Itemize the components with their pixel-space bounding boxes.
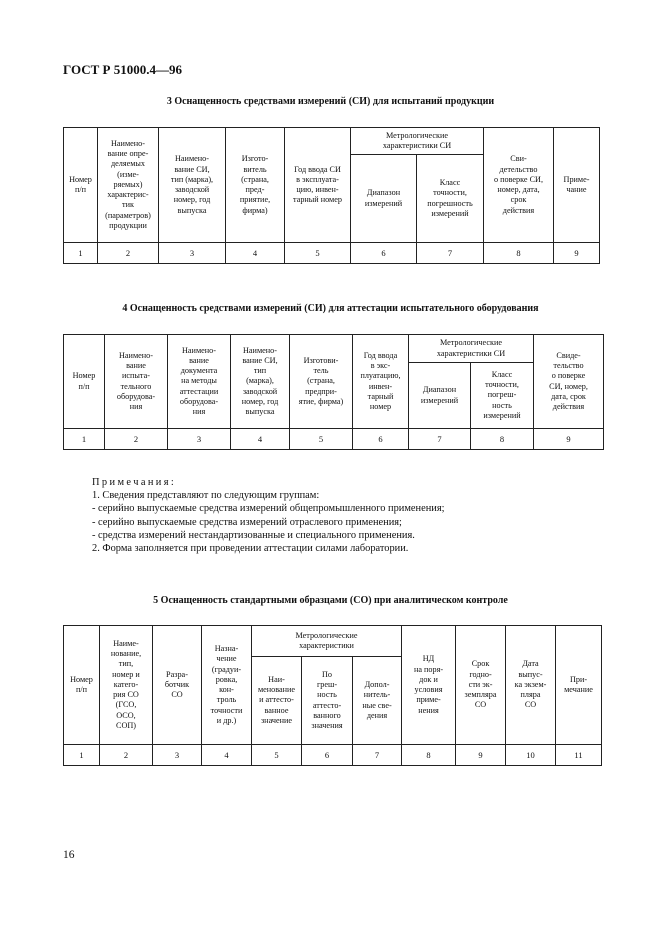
column-number: 6 xyxy=(302,745,353,766)
page-number: 16 xyxy=(63,849,75,861)
column-number: 4 xyxy=(202,745,252,766)
column-number: 2 xyxy=(100,745,153,766)
header-cell: Наимено- вание СИ, тип (марка), заводской номер, год выпуска xyxy=(231,335,290,429)
header-cell: Номер п/п xyxy=(64,626,100,745)
metrological-header: Метрологические характеристики СИ xyxy=(409,335,534,363)
note-line: - серийно выпускаемые средства измерений отраслевого применения; xyxy=(92,516,402,528)
column-number: 1 xyxy=(64,243,98,264)
header-cell: Наимено- вание опре- деляемых (изме- ряемых) характерис- тик (параметров) продукции xyxy=(98,128,159,243)
column-number: 3 xyxy=(153,745,202,766)
column-number: 7 xyxy=(409,429,471,450)
note-line: 2. Форма заполняется при проведении аттестации силами лаборатории. xyxy=(92,543,409,555)
header-cell: Класс точности, погрешность измерений xyxy=(417,155,484,243)
column-number: 8 xyxy=(484,243,554,264)
section-4-title: 4 Оснащенность средствами измерений (СИ) для аттестации испытательного оборудования xyxy=(122,303,539,314)
header-cell: Наи- менование и аттесто- ванное значение xyxy=(252,657,302,745)
section-5-table xyxy=(63,625,602,766)
header-cell: Наимено- вание СИ, тип (марка), заводской номер, год выпуска xyxy=(159,128,226,243)
header-cell: Номер п/п xyxy=(64,128,98,243)
column-number-row xyxy=(64,429,604,450)
header-cell: Класс точности, погреш- ность измерений xyxy=(471,363,534,429)
metrological-header: Метрологические характеристики СИ xyxy=(351,128,484,155)
column-number: 7 xyxy=(417,243,484,264)
section-5-title: 5 Оснащенность стандартными образцами (СО) при аналитическом контроле xyxy=(153,595,508,606)
header-cell: Дата выпус- ка экзем- пляра СО xyxy=(506,626,556,745)
header-cell: Номер п/п xyxy=(64,335,105,429)
column-number: 2 xyxy=(105,429,168,450)
column-number: 4 xyxy=(226,243,285,264)
note-line: 1. Сведения представляют по следующим группам: xyxy=(92,490,320,502)
column-number: 5 xyxy=(252,745,302,766)
header-cell: Диапазон измерений xyxy=(351,155,417,243)
column-number: 1 xyxy=(64,429,105,450)
header-cell: Диапазон измерений xyxy=(409,363,471,429)
column-number: 4 xyxy=(231,429,290,450)
column-number: 7 xyxy=(353,745,402,766)
column-number: 8 xyxy=(402,745,456,766)
column-number-row xyxy=(64,243,600,264)
header-cell: Изгото- витель (страна, пред- приятие, фирма) xyxy=(226,128,285,243)
column-number: 8 xyxy=(471,429,534,450)
column-number: 6 xyxy=(353,429,409,450)
header-cell: Год ввода в экс- плуатацию, инвен- тарный номер xyxy=(353,335,409,429)
document-code: ГОСТ Р 51000.4—96 xyxy=(63,62,182,77)
header-cell: Наимено- вание испыта- тельного оборудова- ния xyxy=(105,335,168,429)
column-number: 5 xyxy=(285,243,351,264)
column-number: 9 xyxy=(534,429,604,450)
section-3-title: 3 Оснащенность средствами измерений (СИ) для испытаний продукции xyxy=(166,96,495,107)
section-3-table xyxy=(63,127,600,264)
header-cell: Изготови- тель (страна, предпри- ятие, фирма) xyxy=(290,335,353,429)
notes-title: Примечания: xyxy=(92,477,177,488)
header-cell: Наимено- вание документа на методы аттестации оборудова- ния xyxy=(168,335,231,429)
column-number: 3 xyxy=(168,429,231,450)
header-cell: Год ввода СИ в эксплуата- цию, инвен- тарный номер xyxy=(285,128,351,243)
section-4-table xyxy=(63,334,604,450)
note-line: - средства измерений нестандартизованные и специального применения. xyxy=(92,529,415,541)
header-cell: При- мечание xyxy=(556,626,602,745)
header-cell: НД на поря- док и условия приме- нения xyxy=(402,626,456,745)
column-number: 9 xyxy=(456,745,506,766)
header-cell: Назна- чение (градуи- ровка, кон- троль точности и др.) xyxy=(202,626,252,745)
header-cell: Приме- чание xyxy=(554,128,600,243)
header-cell: Разра- ботчик СО xyxy=(153,626,202,745)
column-number: 2 xyxy=(98,243,159,264)
column-number: 10 xyxy=(506,745,556,766)
note-line: - серийно выпускаемые средства измерений общепромышленного применения; xyxy=(92,503,445,515)
column-number: 11 xyxy=(556,745,602,766)
header-cell: По греш- ность аттесто- ванного значения xyxy=(302,657,353,745)
header-cell: Свиде- тельство о поверке СИ, номер, дата, срок действия xyxy=(534,335,604,429)
notes-block xyxy=(92,476,444,555)
column-number: 5 xyxy=(290,429,353,450)
column-number: 6 xyxy=(351,243,417,264)
header-cell: Допол- нитель- ные све- дения xyxy=(353,657,402,745)
column-number: 3 xyxy=(159,243,226,264)
header-cell: Сви- детельство о поверке СИ, номер, дата, срок действия xyxy=(484,128,554,243)
column-number-row xyxy=(64,745,602,766)
column-number: 9 xyxy=(554,243,600,264)
column-number: 1 xyxy=(64,745,100,766)
metrological-header: Метрологические характеристики xyxy=(252,626,402,657)
header-cell: Наиме- нование, тип, номер и катего- рия СО (ГСО, ОСО, СОП) xyxy=(100,626,153,745)
header-cell: Срок годно- сти эк- земпляра СО xyxy=(456,626,506,745)
